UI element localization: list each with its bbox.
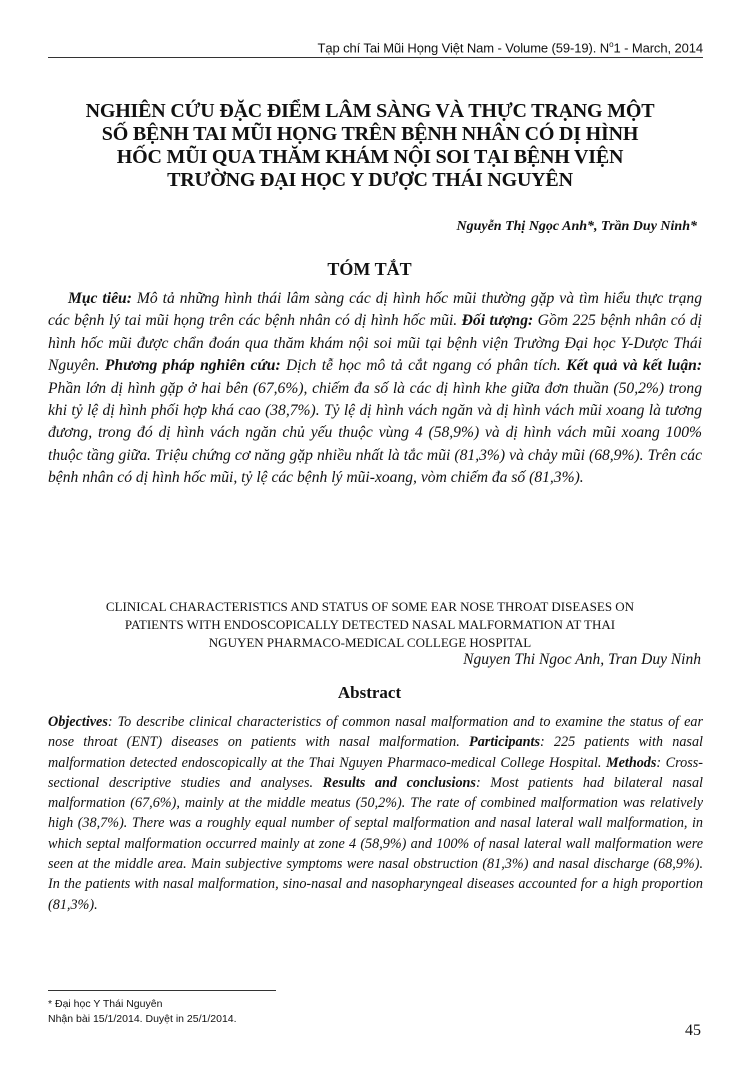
footnote-dates: Nhận bài 15/1/2014. Duyệt in 25/1/2014. [48, 1013, 237, 1025]
title-english [40, 598, 700, 652]
footnote-affiliation: * Đại học Y Thái Nguyên [48, 998, 163, 1010]
abstract-english [48, 712, 703, 915]
title-vietnamese [40, 100, 700, 192]
title-line: NGHIÊN CỨU ĐẶC ĐIỂM LÂM SÀNG VÀ THỰC TRẠNG MỘT [85, 100, 655, 122]
title-line: TRƯỜNG ĐẠI HỌC Y DƯỢC THÁI NGUYÊN [167, 169, 573, 191]
subjects-label: Đối tượng: [461, 312, 534, 330]
journal-issue: 1 - March, 2014 [613, 40, 703, 56]
title-line: NGUYEN PHARMACO-MEDICAL COLLEGE HOSPITAL [208, 635, 532, 650]
title-line: SỐ BỆNH TAI MŨI HỌNG TRÊN BỆNH NHÂN CÓ DỊ HÌNH [101, 123, 639, 145]
title-line: HỐC MŨI QUA THĂM KHÁM NỘI SOI TẠI BỆNH VIỆN [116, 146, 624, 168]
summary-heading: TÓM TẮT [327, 259, 412, 279]
results-text: Phần lớn dị hình gặp ở hai bên (67,6%), chiếm đa số là các dị hình khe giữa đơn thuần (50,2%) trong khi tỷ lệ dị hình phối hợp khá cao (38,7%). Tỷ lệ dị hình vách ngăn và dị hình vách mũi xoang là tương đương, trong đó dị hình vách ngăn chủ yếu thuộc vùng 4 (58,9%) và dị hình vách mũi xoang 100% thuộc tầng giữa. Triệu chứng cơ năng gặp nhiều nhất là tắc mũi (81,3%) và chảy mũi (68,9%). Trên các bệnh nhân có dị hình hốc mũi, tỷ lệ các bệnh lý mũi-xoang, vòm chiếm đa số (81,3%). [48, 379, 702, 487]
participants-label: Participants [469, 734, 540, 751]
methods-label: Methods [605, 754, 657, 771]
results-label: Results and conclusions [322, 774, 476, 791]
title-line: PATIENTS WITH ENDOSCOPICALLY DETECTED NASAL MALFORMATION AT THAI [124, 617, 616, 632]
subjects-text: Gồm 225 bệnh nhân có dị hình hốc mũi được chẩn đoán qua thăm khám nội soi mũi tại bệnh viện Trường Đại học Y-Dược Thái Nguyên. [48, 312, 703, 375]
authors-english: Nguyen Thi Ngoc Anh, Tran Duy Ninh [463, 651, 701, 668]
objectives-text: : To describe clinical characteristics of common nasal malformation and to examine the status of ear nose throat (ENT) diseases on patients with nasal malformation. [48, 714, 703, 751]
objective-text: Mô tả những hình thái lâm sàng các dị hình hốc mũi thường gặp và tìm hiểu thực trạng các bệnh lý tai mũi họng trên các bệnh nhân có dị hình hốc mũi. [48, 290, 703, 330]
footnote-divider [48, 990, 276, 991]
title-line: CLINICAL CHARACTERISTICS AND STATUS OF SOME EAR NOSE THROAT DISEASES ON [105, 599, 635, 614]
methods-label: Phương pháp nghiên cứu: [104, 357, 281, 375]
journal-number-sup: o [609, 40, 614, 49]
results-text: : Most patients had bilateral nasal malformation (67,6%), mainly at the middle meatus (50,2%). The rate of combined malformation was relatively high (38,7%). There was a roughly equal number of septal malformation and nasal lateral wall malformation, in which septal malformation occurred mainly at zone 4 (58,9%) and 100% of nasal lateral wall malformation were seen at the middle area. Main subjective symptoms were nasal obstruction (81,3%) and nasal discharge (68,9%). In the patients with nasal malformation, sino-nasal and nasopharyngeal diseases accounted for a high proportion (81,3%). [48, 774, 703, 913]
running-header [48, 40, 703, 58]
authors-vietnamese: Nguyễn Thị Ngọc Anh*, Trần Duy Ninh* [456, 219, 697, 234]
results-label: Kết quả và kết luận: [566, 357, 703, 375]
page-number: 45 [685, 1022, 701, 1039]
summary-vietnamese [48, 288, 702, 490]
objectives-label: Objectives [48, 714, 108, 730]
participants-text: : 225 patients with nasal malformation detected endoscopically at the Thai Nguyen Pharmaco-medical College Hospital. [48, 734, 703, 771]
methods-text: Dịch tễ học mô tả cắt ngang có phân tích. [280, 357, 567, 375]
abstract-heading: Abstract [337, 683, 402, 702]
journal-name: Tạp chí Tai Mũi Họng Việt Nam - Volume (59-19). N [317, 40, 610, 56]
footnotes [48, 997, 237, 1027]
methods-text: : Cross-sectional descriptive studies and analyses. [48, 754, 703, 791]
objective-label: Mục tiêu: [68, 290, 132, 307]
